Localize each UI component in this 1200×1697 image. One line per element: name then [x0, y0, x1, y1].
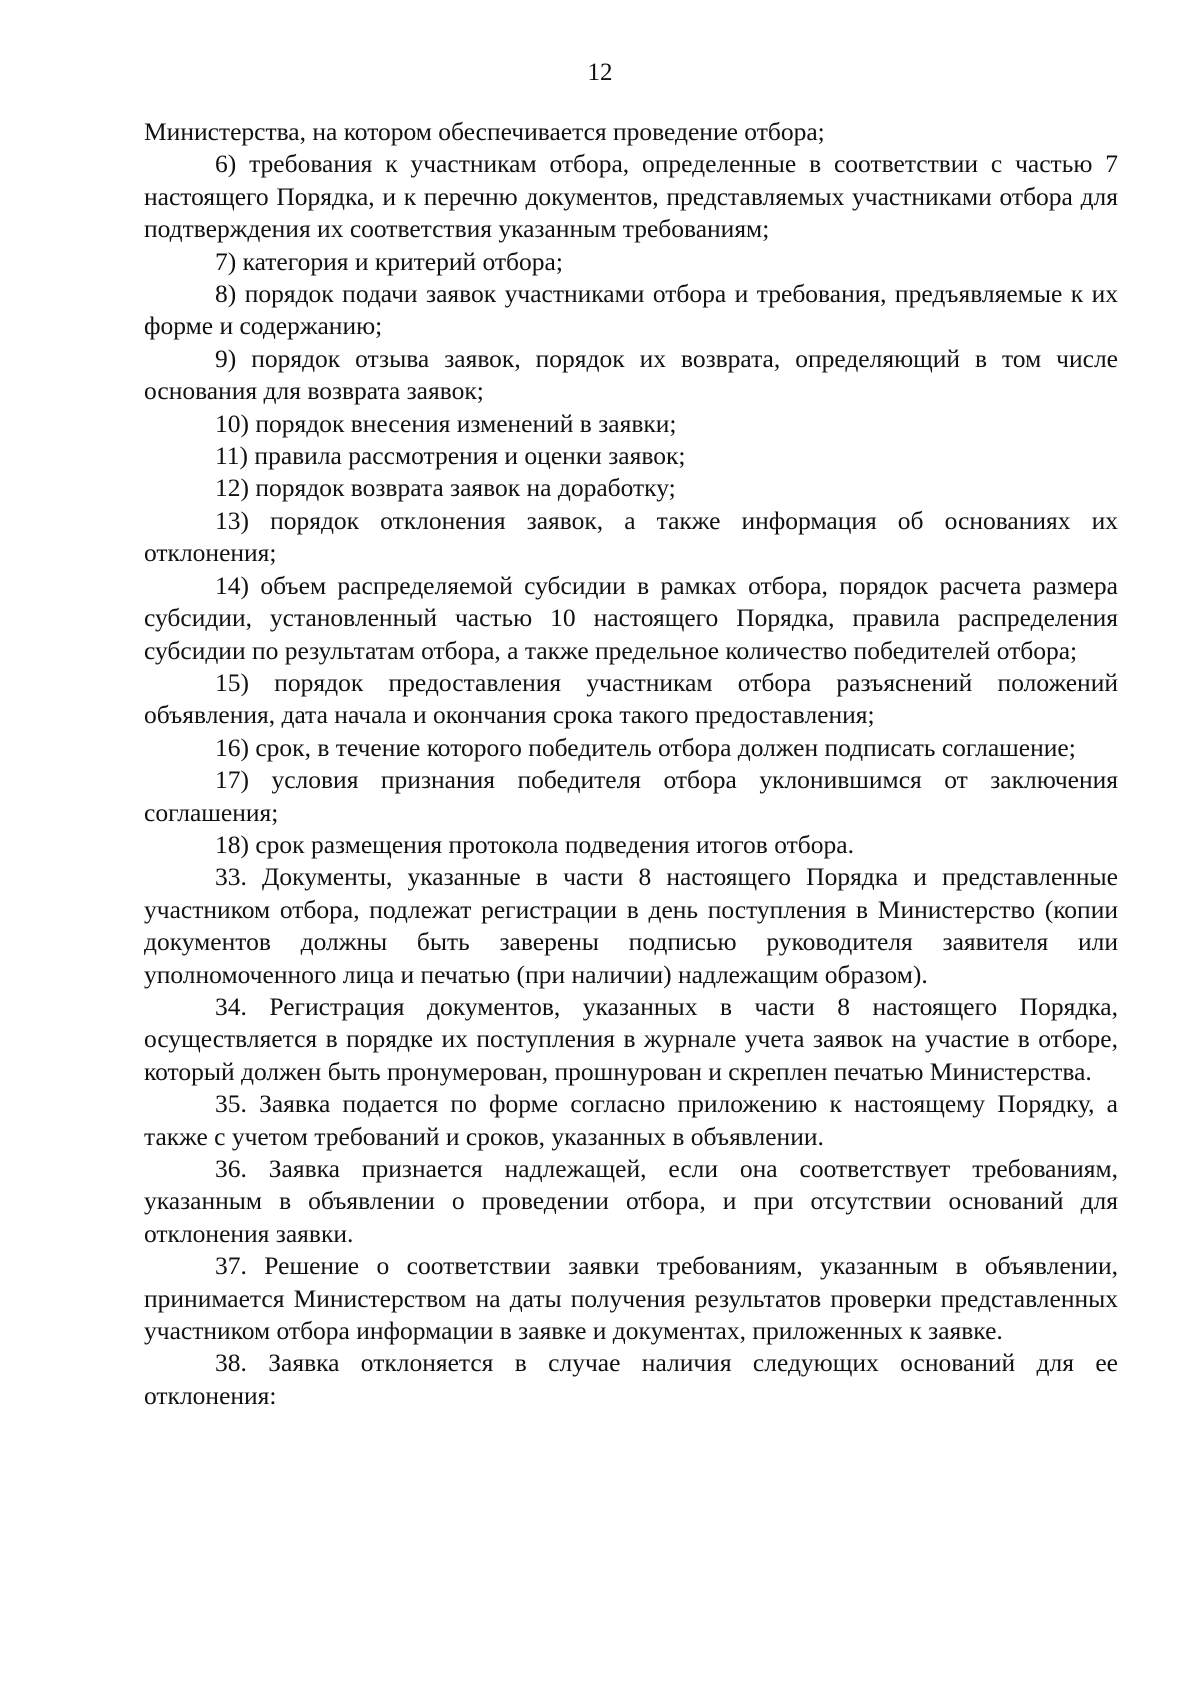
- document-body: [144, 116, 1118, 1412]
- list-item-10: 10) порядок внесения изменений в заявки;: [215, 408, 677, 438]
- list-item-15: 15) порядок предоставления участникам отбора разъяснений положений объявления, дата начала и окончания срока такого предоставления;: [144, 667, 1118, 730]
- list-item-12: 12) порядок возврата заявок на доработку;: [215, 473, 676, 503]
- section-35: 35. Заявка подается по форме согласно приложению к настоящему Порядку, а также с учетом требований и сроков, указанных в объявлении.: [144, 1089, 1118, 1151]
- list-item-9: 9) порядок отзыва заявок, порядок их возврата, определяющий в том числе основания для возврата заявок;: [144, 343, 1118, 406]
- list-item-16: 16) срок, в течение которого победитель отбора должен подписать соглашение;: [215, 732, 1076, 762]
- page-number: 12: [587, 59, 613, 86]
- section-36: 36. Заявка признается надлежащей, если она соответствует требованиям, указанным в объявлении о проведении отбора, и при отсутствии оснований для отклонения заявки.: [144, 1154, 1118, 1248]
- list-item-17: 17) условия признания победителя отбора уклонившимся от заключения соглашения;: [144, 765, 1118, 827]
- list-item-8: 8) порядок подачи заявок участниками отбора и требования, предъявляемые к их форме и содержанию;: [144, 279, 1118, 341]
- section-33: 33. Документы, указанные в части 8 настоящего Порядка и представленные участником отбора, подлежат регистрации в день поступления в Министерство (копии документов должны быть заверены подписью руководителя заявителя или уполномоченного лица и печатью (при наличии) надлежащим образом).: [144, 862, 1118, 989]
- section-37: 37. Решение о соответствии заявки требованиям, указанным в объявлении, принимается Министерством на даты получения результатов проверки представленных участником отбора информации в заявке и документах, приложенных к заявке.: [144, 1251, 1118, 1346]
- list-item-14: 14) объем распределяемой субсидии в рамках отбора, порядок расчета размера субсидии, установленный частью 10 настоящего Порядка, правила распределения субсидии по результатам отбора, а также предельное количество победителей отбора;: [144, 570, 1118, 665]
- list-item-13: 13) порядок отклонения заявок, а также информация об основаниях их отклонения;: [144, 505, 1118, 568]
- section-34: 34. Регистрация документов, указанных в части 8 настоящего Порядка, осуществляется в порядке их поступления в журнале учета заявок на участие в отборе, который должен быть пронумерован, прошнурован и скреплен печатью Министерства.: [144, 991, 1118, 1086]
- section-38: 38. Заявка отклоняется в случае наличия следующих оснований для ее отклонения:: [144, 1348, 1118, 1410]
- list-item-7: 7) категория и критерий отбора;: [215, 246, 563, 276]
- list-item-11: 11) правила рассмотрения и оценки заявок;: [215, 441, 686, 471]
- paragraph-continuation: Министерства, на котором обеспечивается проведение отбора;: [144, 117, 825, 146]
- list-item-6: 6) требования к участникам отбора, определенные в соответствии с частью 7 настоящего Порядка, и к перечню документов, представляемых участниками отбора для подтверждения их соответствия указанным требованиям;: [144, 149, 1118, 244]
- list-item-18: 18) срок размещения протокола подведения итогов отбора.: [215, 829, 854, 859]
